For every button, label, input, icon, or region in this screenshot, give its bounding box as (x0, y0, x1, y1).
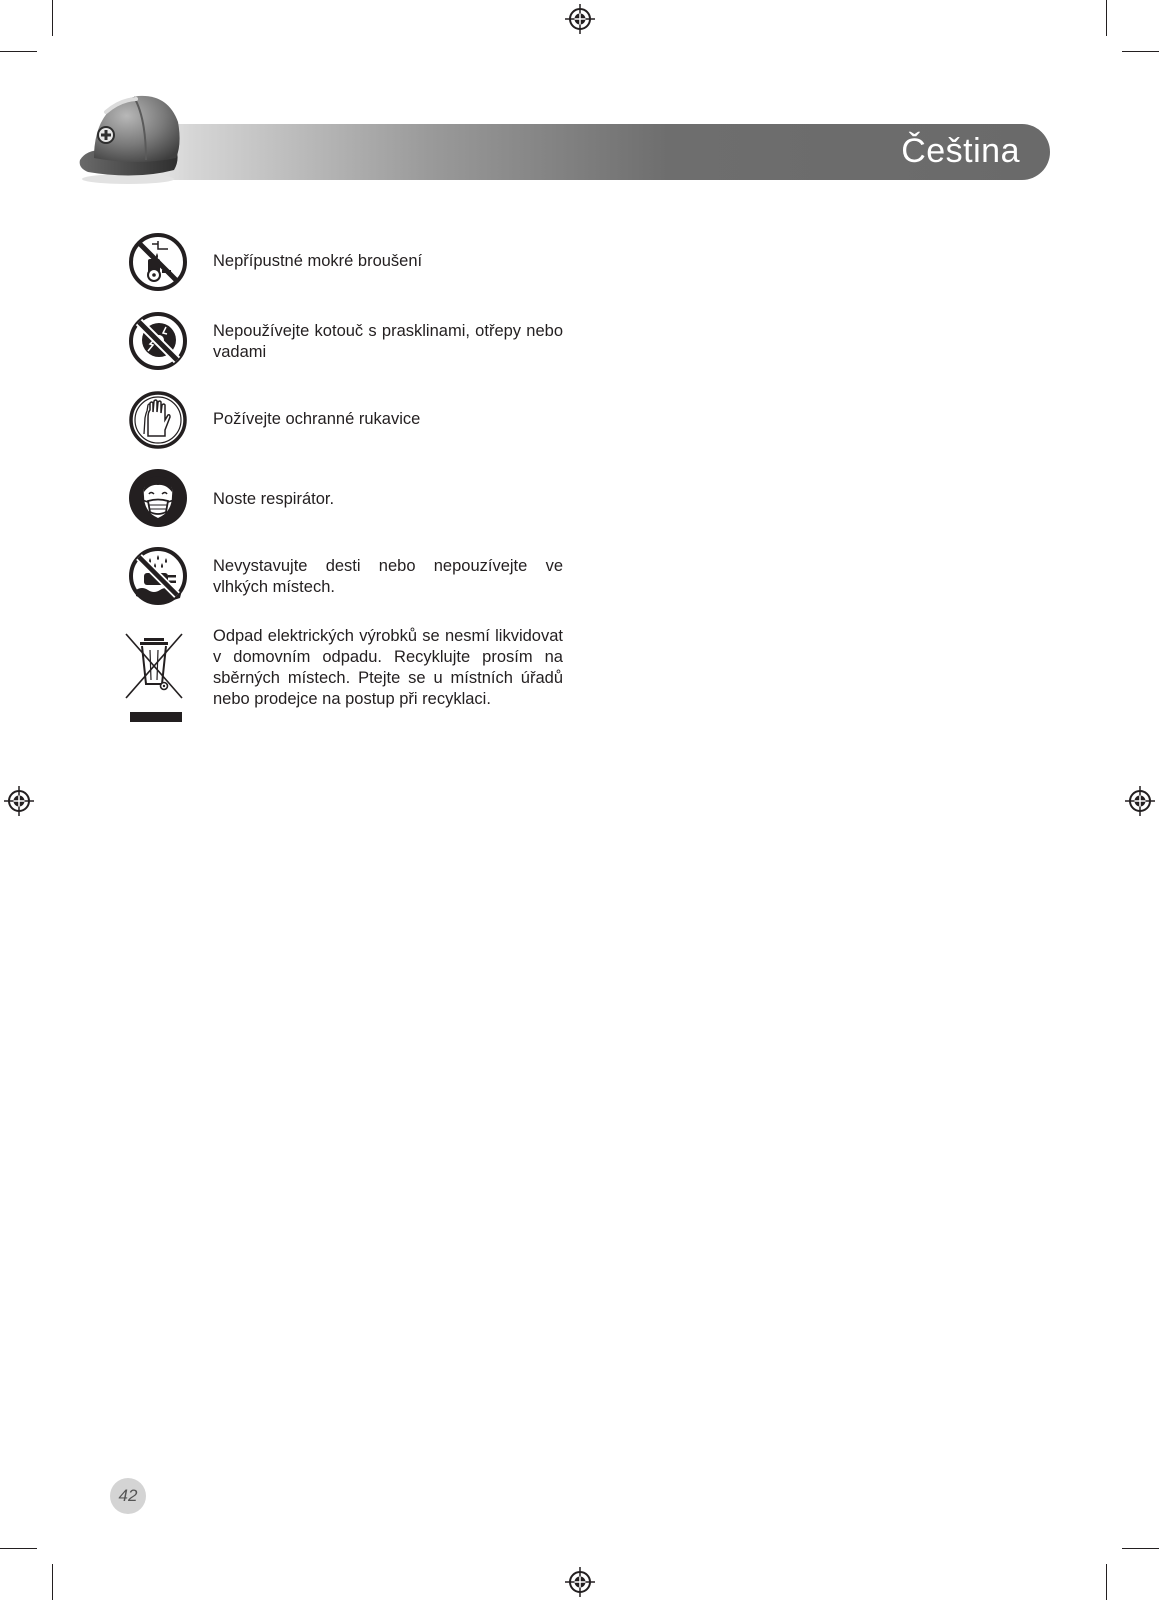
item-text: Odpad elektrických výrobků se nesmí likvidovat v domovním odpadu. Recyklujte prosím na sběrných místech. Ptejte se u místních úřadů nebo prodejce na postup při recyklaci. (213, 627, 563, 708)
crop-mark (1106, 0, 1107, 36)
no-wet-grinding-icon (128, 232, 188, 292)
crop-mark (52, 0, 53, 36)
item-text: Noste respirátor. (213, 490, 335, 508)
no-damaged-disc-icon (128, 311, 188, 371)
crop-mark (0, 51, 37, 52)
crop-mark (1106, 1564, 1107, 1600)
safety-helmet-icon (76, 88, 184, 186)
registration-mark-icon (565, 4, 595, 34)
list-item (128, 626, 563, 736)
weee-crossed-bin-icon (124, 626, 184, 726)
crop-mark (52, 1564, 53, 1600)
list-item (128, 311, 563, 371)
section-title: Čeština (901, 132, 1020, 170)
crop-mark (0, 1548, 37, 1549)
item-text: Nepoužívejte kotouč s prasklinami, otřepy nebo vadami (213, 322, 563, 361)
item-text: Nepřípustné mokré broušení (213, 252, 423, 270)
registration-mark-icon (1125, 786, 1155, 816)
respirator-icon (128, 468, 188, 528)
crop-mark (1122, 1548, 1159, 1549)
list-item (128, 546, 563, 606)
list-item (128, 468, 563, 528)
list-item (128, 390, 563, 450)
registration-mark-icon (565, 1567, 595, 1597)
item-text: Nevystavujte desti nebo nepouzívejte ve vlhkých místech. (213, 557, 563, 596)
item-text: Požívejte ochranné rukavice (213, 410, 421, 428)
gloves-icon (128, 390, 188, 450)
registration-mark-icon (4, 786, 34, 816)
page-number: 42 (110, 1478, 146, 1514)
section-header (95, 124, 1050, 180)
crop-mark (1122, 51, 1159, 52)
list-item (128, 232, 563, 292)
no-rain-icon (128, 546, 188, 606)
